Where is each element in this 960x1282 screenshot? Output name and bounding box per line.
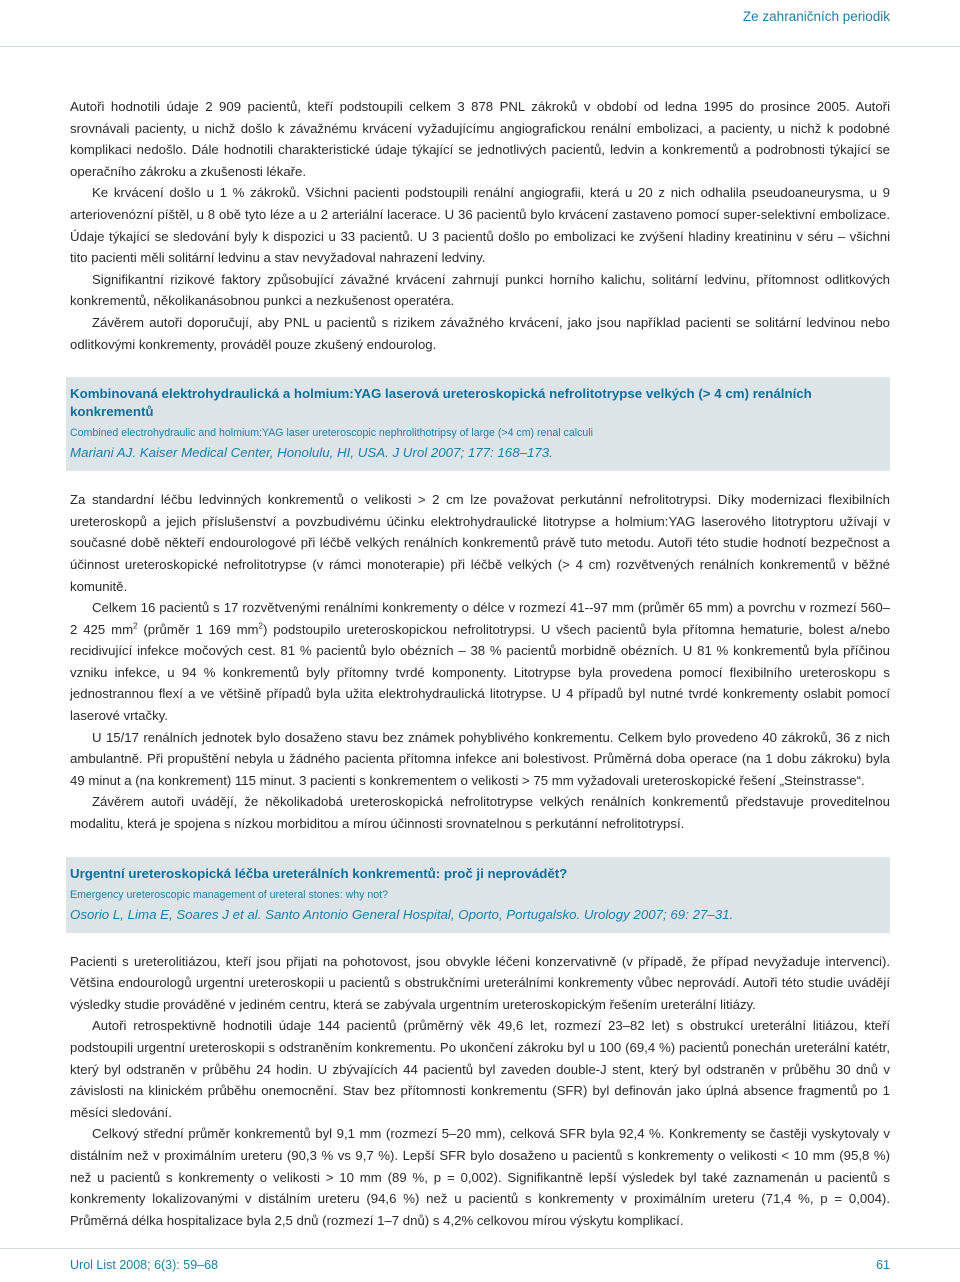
article-1-paragraph-2 (70, 597, 890, 727)
article-1-header (66, 377, 890, 471)
article-1-title: Kombinovaná elektrohydraulická a holmium:YAG laserová ureteroskopická nefrolitotrypse velkých (> 4 cm) renálních konkrementů (70, 386, 812, 420)
running-head: Ze zahraničních periodik (742, 9, 890, 24)
article-1-citation: Mariani AJ. Kaiser Medical Center, Honolulu, HI, USA. J Urol 2007; 177: 168–173. (70, 445, 553, 461)
article-1-paragraph-3: U 15/17 renálních jednotek bylo dosaženo stavu bez známek pohyblivého konkrementu. Celkem bylo provedeno 40 zákroků, 36 z nich ambulantně. Při propuštění nebyla u žádného pacienta přítomna infekce ani bolestivost. Průměrná doba operace (na 1 dobu zákroku) byla 49 minut a (na konkrement) 115 minut. 3 pacienti s konkrementem o velikosti > 75 mm vyžadovali ureteroskopické řešení „Steinstrasse“. (70, 729, 890, 788)
page-content (70, 96, 890, 1231)
article-1-subtitle: Combined electrohydraulic and holmium:YAG laser ureteroscopic nephrolithotripsy of large (>4 cm) renal calculi (70, 427, 593, 440)
footer-rule (0, 1248, 960, 1249)
article-1-paragraph-2-part-c: ) podstoupilo ureteroskopickou nefrolitotrypsi. U všech pacientů byla přítomna hematurie, bolest a/nebo recidivující infekce močových cest. 81 % pacientů bylo obézních – 38 % pacientů morbidně obézních. U 81 % konkrementů byla příčinou vzniku infekce, u 94 % konkrementů byly přítomny tvrdé komponenty. Litotrypse byla provedena pomocí flexibilního ureteroskopu s jednostrannou flexí a ve většině případů byla užita elektrohydraulická litotrypse. U 4 případů byl nutné tvrdé konkrementy oslabit pomocí laserové vrtačky. (70, 621, 890, 724)
intro-paragraph-3: Signifikantní rizikové faktory způsobující závažné krvácení zahrnují punkci horního kalichu, solitární ledvinu, přítomnost odlitkových konkrementů, několikanásobnou punkci a nezkušenost operatéra. (70, 271, 890, 309)
superscript-squared: 2 (133, 621, 138, 631)
article-2-citation: Osorio L, Lima E, Soares J et al. Santo Antonio General Hospital, Oporto, Portugalsko. Urology 2007; 69: 27–31. (70, 906, 734, 922)
footer-journal: Urol List 2008; 6(3): 59–68 (70, 1258, 219, 1272)
article-2-paragraph-1: Pacienti s ureterolitiázou, kteří jsou přijati na pohotovost, jsou obvykle léčeni konzervativně (v případě, že případ nevyžaduje intervenci). Většina endourologů urgentní ureteroskopii u pacientů s obstrukčními ureterálními konkrementy vůbec neprovádí. Autoři této studie uvádějí výsledky studie prováděné v jediném centru, která se zabývala urgentním ureteroskopickým řešením ureterální litiázy. (70, 953, 890, 1012)
article-2-title: Urgentní ureteroskopická léčba ureterálních konkrementů: proč ji neprovádět? (70, 865, 568, 881)
superscript-squared: 2 (258, 621, 263, 631)
intro-paragraph-4: Závěrem autoři doporučují, aby PNL u pacientů s rizikem závažného krvácení, jako jsou například pacienti se solitární ledvinou nebo odlitkovými konkrementy, prováděl pouze zkušený endourolog. (70, 314, 890, 352)
article-2-subtitle: Emergency ureteroscopic management of ureteral stones: why not? (70, 888, 388, 901)
intro-paragraph-2: Ke krvácení došlo u 1 % zákroků. Všichni pacienti podstoupili renální angiografii, která u 20 z nich odhalila pseudoaneurysma, u 9 arteriovenózní píštěl, u 8 obě tyto léze a u 2 arteriální lacerace. U 36 pacientů bylo krvácení zastaveno pomocí super-selektivní embolizace. Údaje týkající se sledování byly k dispozici u 33 pacientů. U 3 pacientů došlo po embolizaci ke zvýšení hladiny kreatininu v séru – všichni tito pacienti měli solitární ledvinu a stav nevyžadoval nahrazení ledviny. (70, 185, 890, 266)
article-2-paragraph-3: Celkový střední průměr konkrementů byl 9,1 mm (rozmezí 5–20 mm), celková SFR byla 92,4 %. Konkrementy se častěji vyskytovaly v distálním než v proximálním ureteru (90,3 % vs 9,7 %). Lepší SFR bylo dosaženo u pacientů s konkrementy o velikosti < 10 mm (95,8 %) než u pacientů s konkrementy o velikosti > 10 mm (89 %, p = 0,002). Signifikantně lepší výsledek byl také zaznamenán u pacientů s konkrementy lokalizovanými v distálním ureteru (94,6 %) než u pacientů s konkrementy v proximálním ureteru (71,4 %, p = 0,004). Průměrná délka hospitalizace byla 2,5 dnů (rozmezí 1–7 dnů) s 4,2% celkovou mírou výskytu komplikací. (70, 1126, 890, 1228)
intro-paragraph-1: Autoři hodnotili údaje 2 909 pacientů, kteří podstoupili celkem 3 878 PNL zákroků v období od ledna 1995 do prosince 2005. Autoři srovnávali pacienty, u nichž došlo k závažnému krvácení vyžadujícímu angiografickou renální embolizaci, a pacienty, u nichž k podobné komplikaci nedošlo. Dále hodnotili charakteristické údaje týkající se jednotlivých pacientů, ledvin a konkrementů a podrobnosti týkající se operačního zákroku a zkušenosti lékaře. (70, 99, 890, 179)
article-1 (70, 377, 890, 835)
article-2-body (70, 951, 890, 1232)
article-2 (70, 857, 890, 1232)
intro-section (70, 96, 890, 355)
article-1-paragraph-2-part-b: (průměr 1 169 mm (137, 621, 259, 637)
page-number: 61 (876, 1258, 890, 1272)
article-2-paragraph-2: Autoři retrospektivně hodnotili údaje 144 pacientů (průměrný věk 49,6 let, rozmezí 23–82 let) s obstrukcí ureterální litiázou, kteří podstoupili urgentní ureteroskopii s odstraněním konkrementu. Po ukončení zákroku byl u 100 (69,4 %) pacientů ponechán ureterální katétr, který byl odstraněn v průběhu 24 hodin. U zbývajících 44 pacientů byl zaveden double-J stent, který byl odstraněn v průběhu 30 dnů v závislosti na klinickém průběhu onemocnění. Stav bez přítomnosti konkrementu (SFR) byl definován jako úplná absence fragmentů po 1 měsíci sledování. (70, 1018, 890, 1120)
article-1-paragraph-1: Za standardní léčbu ledvinných konkrementů o velikosti > 2 cm lze považovat perkutánní nefrolitotrypsi. Díky modernizaci flexibilních ureteroskopů a jejich příslušenství a povzbudivému účinku elektrohydraulické litotrypse a holmium:YAG laserového litotryptoru užívají v současné době někteří endourologové při léčbě velkých renálních konkrementů právě tuto metodu. Autoři této studie hodnotí bezpečnost a účinnost ureteroskopické nefrolitotrypse (v rámci monoterapie) při léčbě velkých (> 4 cm) rozvětvených renálních konkrementů v běžné komunitě. (70, 492, 890, 594)
top-rule (0, 46, 960, 47)
article-1-paragraph-4: Závěrem autoři uvádějí, že několikadobá ureteroskopická nefrolitotrypse velkých renálních konkrementů představuje proveditelnou modalitu, která je spojena s nízkou morbiditou a mírou účinnosti srovnatelnou s perkutánní nefrolitotrypsí. (70, 794, 890, 832)
article-2-header (66, 857, 890, 933)
article-1-body (70, 489, 890, 835)
article-1-paragraph-2-part-a: Celkem 16 pacientů s 17 rozvětvenými renálními konkrementy o délce v rozmezí 41--97 mm (průměr 65 mm) a povrchu v rozmezí 560–2 425 mm (70, 600, 890, 637)
